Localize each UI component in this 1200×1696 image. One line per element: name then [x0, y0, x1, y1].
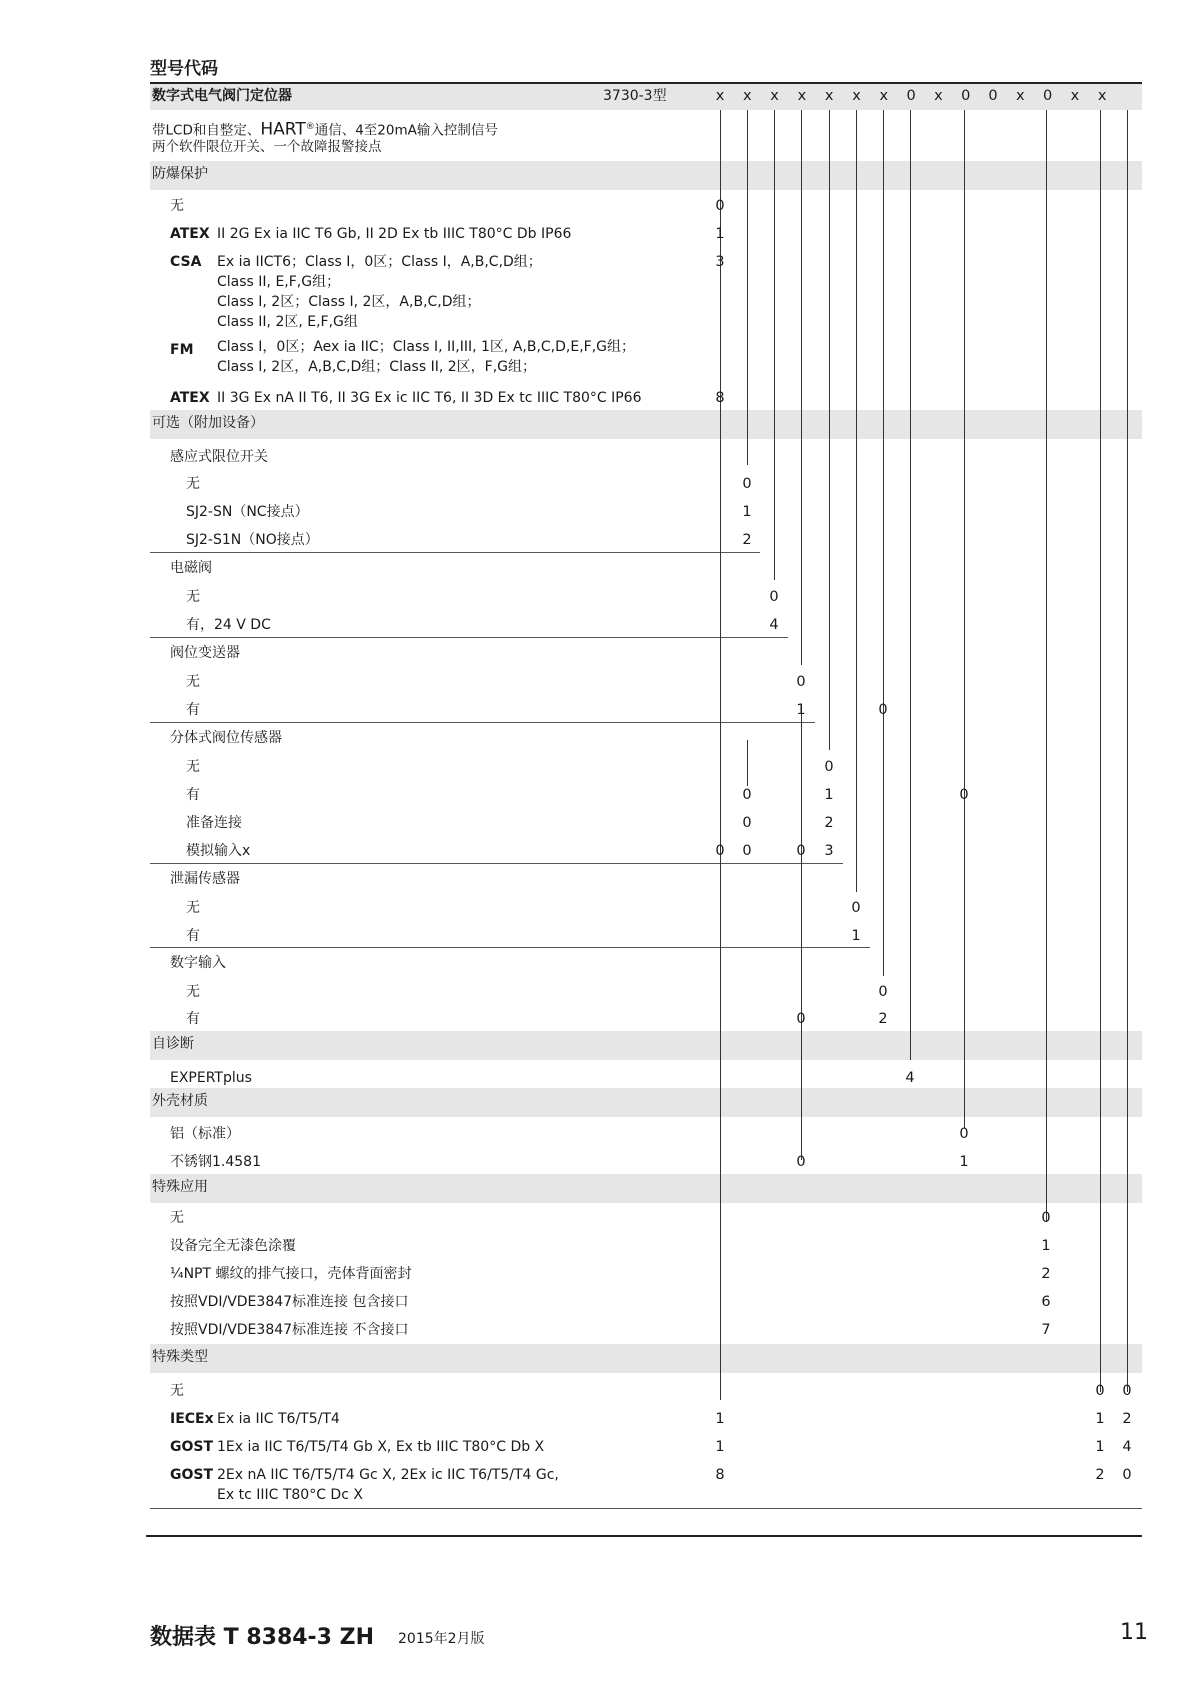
code-digit: 1 [796, 702, 806, 718]
type-code-char: x [1097, 88, 1107, 104]
code-digit: 1 [851, 928, 861, 944]
exp-csa-line-2: Class II, E,F,G组； [217, 274, 341, 290]
bi-yes: 有 [186, 1011, 200, 1027]
code-digit: 1 [715, 1439, 725, 1455]
col-3-line [774, 110, 775, 580]
code-digit: 0 [959, 787, 969, 803]
tr-none: 无 [186, 674, 200, 690]
footer-title: 数据表 T 8384-3 ZH [150, 1625, 375, 1650]
code-digit: 4 [1122, 1439, 1132, 1455]
code-digit: 0 [959, 1126, 969, 1142]
code-digit: 1 [959, 1154, 969, 1170]
sv-none: 无 [186, 589, 200, 605]
code-digit: 0 [1041, 1210, 1051, 1226]
code-digit: 0 [715, 198, 725, 214]
code-digit: 1 [742, 504, 752, 520]
sa-vdi-incl: 按照VDI/VDE3847标准连接 包含接口 [170, 1294, 409, 1310]
housing-aluminium: 铝（标准） [170, 1126, 240, 1142]
section-special-type: 特殊类型 [152, 1349, 208, 1365]
sv-yes: 有，24 V DC [186, 617, 271, 633]
code-digit: 1 [824, 787, 834, 803]
st-gost2-line-1: 2Ex nA IIC T6/T5/T4 Gc X, 2Ex ic IIC T6/T5/T4 Gc, [217, 1467, 559, 1483]
rs-analog: 模拟输入x [186, 843, 251, 859]
type-code-char: x [879, 88, 889, 104]
header-top-rule [150, 82, 1142, 84]
intro-registered-mark: ® [305, 122, 315, 132]
code-digit: 3 [824, 843, 834, 859]
code-digit: 0 [851, 900, 861, 916]
code-digit: 4 [769, 617, 779, 633]
type-code-char: 0 [906, 88, 916, 104]
intro-line-2: 两个软件限位开关、一个故障报警接点 [152, 139, 382, 155]
code-digit: 1 [1095, 1439, 1105, 1455]
code-digit: 2 [742, 532, 752, 548]
code-digit: 1 [1041, 1238, 1051, 1254]
section-options: 可选（附加设备） [152, 415, 264, 431]
type-code-char: x [934, 88, 943, 104]
code-digit: 0 [878, 702, 888, 718]
code-digit: 2 [878, 1011, 888, 1027]
intro-text-pre: 带LCD和自整定、 [152, 122, 261, 139]
code-digit: 2 [1041, 1266, 1051, 1282]
section-explosion: 防爆保护 [152, 166, 208, 182]
exp-atex1: II 2G Ex ia IIC T6 Gb, II 2D Ex tb IIIC T80°C Db IP66 [217, 226, 572, 242]
exp-csa-line-3: Class I, 2区；Class I, 2区，A,B,C,D组； [217, 294, 481, 310]
page-heading: 型号代码 [150, 59, 218, 79]
exp-fm-line-1: Class I，0区；Aex ia IIC；Class I, II,III, 1区, A,B,C,D,E,F,G组； [217, 339, 636, 355]
code-digit: 4 [905, 1070, 915, 1086]
code-digit: 0 [796, 843, 806, 859]
diag-expertplus: EXPERTplus [170, 1070, 252, 1086]
section-band-special-app [150, 1174, 1142, 1203]
type-code-char: x [1070, 88, 1080, 104]
type-code-char: 0 [988, 88, 998, 104]
exp-atex2: II 3G Ex nA II T6, II 3G Ex ic IIC T6, II 3D Ex tc IIIC T80°C IP66 [217, 390, 642, 406]
col-2-line [747, 110, 748, 465]
rule-leakage [150, 947, 870, 948]
section-band-special-type [150, 1344, 1142, 1373]
housing-steel: 不锈钢1.4581 [170, 1154, 261, 1170]
tr-title: 阀位变送器 [170, 645, 240, 661]
tr-yes: 有 [186, 702, 200, 718]
bi-none: 无 [186, 984, 200, 1000]
st-gost1-kw: GOST [170, 1439, 214, 1455]
st-gost2-kw: GOST [170, 1467, 214, 1483]
type-code-char: 0 [1042, 88, 1053, 104]
col-4-line-b [801, 705, 802, 1160]
type-code-char: x [824, 88, 834, 104]
col-8-line [910, 110, 911, 1060]
col-14-line [1100, 110, 1101, 1392]
bi-title: 数字输入 [170, 955, 226, 971]
code-digit: 2 [1122, 1411, 1132, 1427]
st-gost2-line-2: Ex tc IIIC T80°C Dc X [217, 1487, 363, 1503]
type-code-char: x [852, 88, 861, 104]
col-5-line [829, 110, 830, 750]
rule-limit-switch [150, 552, 760, 553]
type-code-char: 0 [961, 88, 971, 104]
code-digit: 0 [742, 787, 752, 803]
lk-yes: 有 [186, 928, 200, 944]
exp-csa-kw: CSA [170, 254, 202, 270]
exp-fm-kw: FM [170, 342, 194, 358]
code-digit: 6 [1041, 1294, 1051, 1310]
st-none: 无 [170, 1383, 184, 1399]
code-digit: 1 [715, 226, 725, 242]
intro-text-post: 通信、4至20mA输入控制信号 [314, 122, 498, 139]
col-7-line [883, 110, 884, 976]
type-code-char: x [770, 88, 779, 104]
code-digit: 0 [796, 674, 806, 690]
footer-rule [146, 1535, 1142, 1537]
lk-title: 泄漏传感器 [170, 871, 240, 887]
type-code-char: x [715, 88, 725, 104]
code-digit: 0 [715, 843, 725, 859]
code-digit: 0 [878, 984, 888, 1000]
sa-paint-free: 设备完全无漆色涂覆 [170, 1238, 296, 1254]
code-digit: 1 [715, 1411, 725, 1427]
exp-none: 无 [170, 198, 184, 214]
st-gost1: 1Ex ia IIC T6/T5/T4 Gb X, Ex tb IIIC T80°C Db X [217, 1439, 545, 1455]
type-code-char: x [743, 88, 752, 104]
exp-fm-line-2: Class I, 2区，A,B,C,D组；Class II, 2区，F,G组； [217, 359, 537, 375]
footer-edition: 2015年2月版 [398, 1631, 485, 1647]
code-digit: 3 [715, 254, 725, 270]
sa-none: 无 [170, 1210, 184, 1226]
rs-none: 无 [186, 759, 200, 775]
sv-title: 电磁阀 [170, 560, 212, 576]
type-code-char: x [1016, 88, 1025, 104]
col-1-line [720, 110, 721, 1400]
col-4-line [801, 110, 802, 665]
sa-vdi-excl: 按照VDI/VDE3847标准连接 不含接口 [170, 1322, 409, 1338]
code-digit: 1 [1095, 1411, 1105, 1427]
st-iecex: Ex ia IIC T6/T5/T4 [217, 1411, 340, 1427]
sa-npt: ¼NPT 螺纹的排气接口，壳体背面密封 [170, 1266, 412, 1282]
rule-solenoid [150, 637, 788, 638]
page-number: 11 [1120, 1620, 1148, 1645]
code-digit: 0 [742, 843, 752, 859]
rule-remote-sensor [150, 863, 843, 864]
code-digit: 0 [1095, 1383, 1105, 1399]
code-digit: 8 [715, 390, 725, 406]
col-6-line [856, 110, 857, 892]
code-digit: 0 [796, 1011, 806, 1027]
section-band-diagnostics [150, 1031, 1142, 1060]
rs-prepared: 准备连接 [186, 815, 242, 831]
col-2-line-b [747, 740, 748, 786]
lk-none: 无 [186, 900, 200, 916]
table-bottom-rule [150, 1508, 1142, 1509]
ls-sj2sn: SJ2-SN（NC接点） [186, 504, 309, 520]
code-digit: 7 [1041, 1322, 1051, 1338]
product-name: 数字式电气阀门定位器 [152, 88, 292, 104]
product-type: 3730-3型 [603, 88, 667, 104]
ls-sj2s1n: SJ2-S1N（NO接点） [186, 532, 319, 548]
code-digit: 0 [1122, 1383, 1132, 1399]
ls-title: 感应式限位开关 [170, 449, 268, 465]
section-housing: 外壳材质 [152, 1093, 208, 1109]
code-digit: 2 [1095, 1467, 1105, 1483]
section-special-app: 特殊应用 [152, 1179, 208, 1195]
ls-none: 无 [186, 476, 200, 492]
section-band-housing [150, 1088, 1142, 1117]
rs-yes: 有 [186, 787, 200, 803]
exp-csa-line-4: Class II, 2区, E,F,G组 [217, 314, 358, 330]
exp-atex1-kw: ATEX [170, 226, 210, 242]
section-diagnostics: 自诊断 [152, 1036, 194, 1052]
code-digit: 0 [824, 759, 834, 775]
st-iecex-kw: IECEx [170, 1411, 214, 1427]
exp-atex2-kw: ATEX [170, 390, 210, 406]
col-10-line [964, 110, 965, 1128]
exp-csa-line-1: Ex ia IICT6；Class I，0区；Class I，A,B,C,D组； [217, 254, 542, 270]
section-band-options [150, 410, 1142, 439]
code-digit: 0 [769, 589, 779, 605]
code-digit: 0 [796, 1154, 806, 1170]
col-15-line [1127, 110, 1128, 1392]
col-13-line [1046, 110, 1047, 1222]
rs-title: 分体式阀位传感器 [170, 730, 282, 746]
type-code-char: x [797, 88, 807, 104]
code-digit: 0 [1122, 1467, 1132, 1483]
rule-transmitter [150, 722, 815, 723]
section-band-explosion [150, 161, 1142, 190]
intro-hart: HART [260, 119, 306, 140]
code-digit: 2 [824, 815, 834, 831]
code-digit: 0 [742, 815, 752, 831]
code-digit: 8 [715, 1467, 725, 1483]
code-digit: 0 [742, 476, 752, 492]
